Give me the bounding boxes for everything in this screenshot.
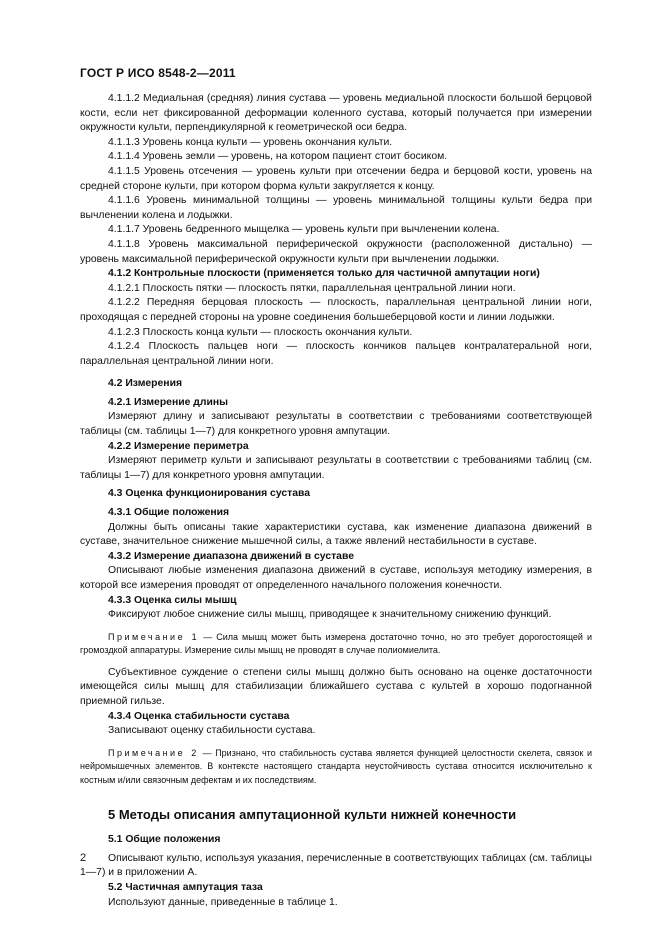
heading-4-3-1: 4.3.1 Общие положения	[108, 507, 230, 519]
text-4-2-1: Измеряют длину и записывают результаты в соответствии с требованиями соответствующей таблицы (см. таблицы 1—7) для конкретного уровня ампутации.	[80, 411, 592, 438]
clause-4-1-1-2: 4.1.1.2 Медиальная (средняя) линия сустава — уровень медиальной плоскости большой берцовой кости, если нет фиксированной деформации коленного сустава, который получается при измерении окружности культи, перпендикулярной к геометрической оси бедра.	[80, 93, 592, 134]
clause-4-1-1-6: 4.1.1.6 Уровень минимальной толщины — уровень минимальной толщины культи бедра при вычленении колена и лодыжки.	[80, 195, 592, 221]
text-5-2: Используют данные, приведенные в таблице 1.	[108, 896, 338, 908]
note-2	[80, 747, 592, 788]
heading-4-2-2: 4.2.2 Измерение периметра	[108, 440, 249, 452]
note-2-label: Примечание 2	[108, 747, 199, 758]
document-header: ГОСТ Р ИСО 8548-2—2011	[80, 66, 236, 80]
clause-4-1-2-3: 4.1.2.3 Плоскость конца культи — плоскость окончания культи.	[108, 326, 413, 338]
note-2-text: — Признано, что стабильность сустава является функцией целостности скелета, связок и нейромышечных элементов. В контексте настоящего стандарта неустойчивость сустава относится исключительно к костным и/или связочным дефектам и их последствиям.	[80, 747, 592, 785]
page-number: 2	[80, 852, 87, 864]
text-4-2-2: Измеряют периметр культи и записывают результаты в соответствии с требованиями таблиц (см. таблицы 1—7) для конкретного уровня ампутации.	[80, 455, 592, 481]
clause-4-1-1-3: 4.1.1.3 Уровень конца культи — уровень окончания культи.	[108, 136, 393, 148]
clause-4-1-1-8: 4.1.1.8 Уровень максимальной периферической окружности (расположенной дистально) — уровень максимальной периферической окружности культи при вычленении лодыжки.	[80, 238, 592, 265]
heading-4-2: 4.2 Измерения	[108, 378, 183, 390]
note-1-label: Примечание 1	[108, 631, 200, 642]
clause-4-1-2-4: 4.1.2.4 Плоскость пальцев ноги — плоскость кончиков пальцев контралатеральной ноги, параллельная центральной линии ноги.	[80, 341, 592, 367]
heading-5-1: 5.1 Общие положения	[108, 834, 221, 846]
text-4-3-3: Фиксируют любое снижение силы мышц, приводящее к значительному снижению функций.	[108, 609, 552, 621]
clause-4-1-2-2: 4.1.2.2 Передняя берцовая плоскость — плоскость, параллельная центральной линии ноги, проходящая с передней стороны на уровне соединения большеберцовой кости и линии лодыжки.	[80, 297, 592, 323]
heading-4-2-1: 4.2.1 Измерение длины	[108, 396, 229, 408]
text-5-1: Описывают культю, используя указания, перечисленные в соответствующих таблицах (см. таблицы 1—7) и в приложении А.	[80, 852, 592, 879]
heading-4-3-2: 4.3.2 Измерение диапазона движений в суставе	[108, 550, 354, 562]
clause-4-1-1-7: 4.1.1.7 Уровень бедренного мыщелка — уровень культи при вычленении колена.	[108, 224, 500, 236]
text-subjective-judgement: Субъективное суждение о степени силы мышц должно быть основано на оценке достаточности имеющейся силы мышц для стабилизации ближайшего сустава с культей в хорошо подогнанной приемной гильзе.	[80, 666, 592, 707]
note-1-text: — Сила мышц может быть измерена достаточно точно, но это требует дорогостоящей и громоздкой аппаратуры. Измерение силы мышц не проводят в случае полиомиелита.	[80, 631, 592, 656]
clause-4-1-1-4: 4.1.1.4 Уровень земли — уровень, на котором пациент стоит босиком.	[108, 151, 448, 163]
heading-5-2: 5.2 Частичная ампутация таза	[108, 882, 263, 894]
heading-4-1-2: 4.1.2 Контрольные плоскости (применяется только для частичной ампутации ноги)	[108, 268, 540, 280]
clause-4-1-2-1: 4.1.2.1 Плоскость пятки — плоскость пятки, параллельная центральной линии ноги.	[108, 282, 516, 294]
clause-4-1-1-5: 4.1.1.5 Уровень отсечения — уровень культи при отсечении бедра и берцовой кости, уровень на средней стороне культи, при котором форма культи закругляется к концу.	[80, 165, 592, 192]
heading-4-3-4: 4.3.4 Оценка стабильности сустава	[108, 710, 290, 722]
document-body	[80, 92, 592, 910]
heading-4-3: 4.3 Оценка функционирования сустава	[108, 488, 311, 500]
text-4-3-2: Описывают любые изменения диапазона движений в суставе, используя методику измерения, в которой все измерения проводят от определенного начального положения конечности.	[80, 565, 592, 591]
text-4-3-4: Записывают оценку стабильности сустава.	[108, 725, 316, 737]
note-1	[80, 631, 592, 658]
section-5-title: 5 Методы описания ампутационной культи нижней конечности	[108, 807, 517, 823]
heading-4-3-3: 4.3.3 Оценка силы мышц	[108, 594, 237, 606]
text-4-3-1: Должны быть описаны такие характеристики сустава, как изменение диапазона движений в суставе, значительное снижение мышечной силы, а также явлений нестабильности в суставе.	[80, 521, 592, 548]
